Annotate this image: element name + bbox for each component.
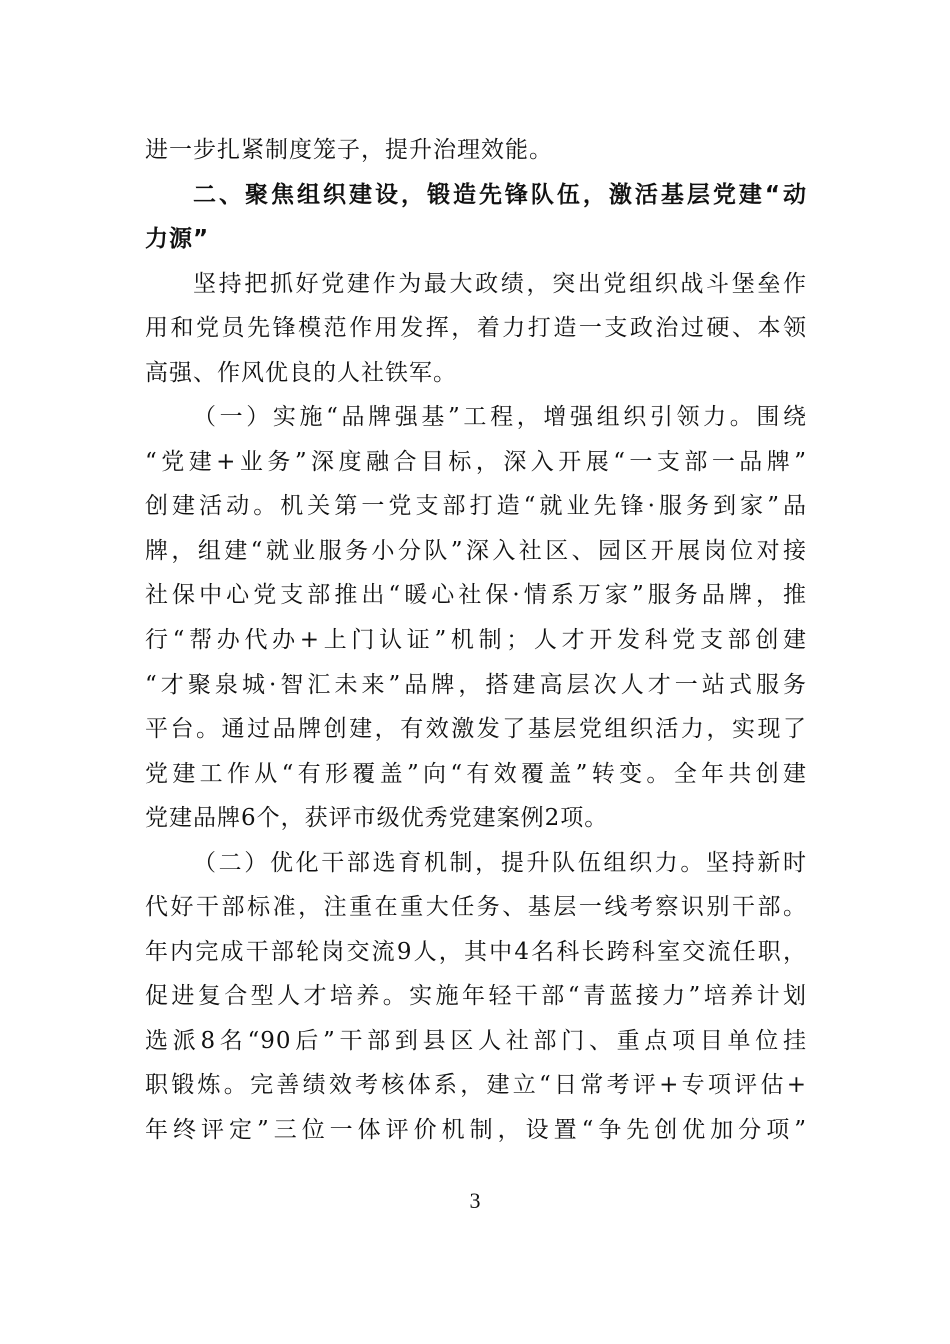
text-line: 创建活动。机关第一党支部打造“就业先锋·服务到家”品 (145, 493, 807, 520)
text-line: （二）优化干部选育机制，提升队伍组织力。坚持新时 (193, 849, 807, 876)
paragraph (145, 395, 807, 840)
text-line: 选派8名“90后”干部到县区人社部门、重点项目单位挂 (145, 1027, 807, 1054)
text-line: 进一步扎紧制度笼子，提升治理效能。 (145, 137, 553, 163)
text-line: 用和党员先锋模范作用发挥，着力打造一支政治过硬、本领 (145, 315, 807, 342)
document-body (145, 128, 807, 1153)
text-line: 党建工作从“有形覆盖”向“有效覆盖”转变。全年共创建 (145, 760, 807, 787)
page-number: 3 (469, 1188, 481, 1213)
text-line: 平台。通过品牌创建，有效激发了基层党组织活力，实现了 (145, 716, 807, 743)
text-line: 坚持把抓好党建作为最大政绩，突出党组织战斗堡垒作 (193, 270, 807, 297)
text-line: 年终评定”三位一体评价机制，设置“争先创优加分项” (145, 1117, 807, 1144)
text-line: 力源” (145, 226, 210, 253)
text-line: “党建+业务”深度融合目标，深入开展“一支部一品牌” (145, 448, 807, 475)
text-line: 高强、作风优良的人社铁军。 (145, 359, 457, 386)
text-line: 职锻炼。完善绩效考核体系，建立“日常考评+专项评估+ (145, 1072, 807, 1099)
paragraph (145, 128, 807, 173)
text-line: 促进复合型人才培养。实施年轻干部“青蓝接力”培养计划 (145, 983, 807, 1010)
text-line: 党建品牌6个，获评市级优秀党建案例2项。 (145, 805, 609, 832)
text-line: 牌，组建“就业服务小分队”深入社区、园区开展岗位对接 (145, 537, 807, 564)
text-line: 二、聚焦组织建设，锻造先锋队伍，激活基层党建“动 (193, 181, 807, 208)
paragraph (145, 262, 807, 396)
text-line: “才聚泉城·智汇未来”品牌，搭建高层次人才一站式服务 (145, 671, 807, 698)
text-line: 社保中心党支部推出“暖心社保·情系万家”服务品牌，推 (145, 582, 807, 609)
text-line: 年内完成干部轮岗交流9人，其中4名科长跨科室交流任职， (145, 938, 807, 965)
text-line: 行“帮办代办+上门认证”机制；人才开发科党支部创建 (145, 627, 807, 654)
paragraph (145, 841, 807, 1153)
section-heading (145, 173, 807, 262)
text-line: （一）实施“品牌强基”工程，增强组织引领力。围绕 (193, 404, 807, 431)
text-line: 代好干部标准，注重在重大任务、基层一线考察识别干部。 (145, 894, 807, 921)
